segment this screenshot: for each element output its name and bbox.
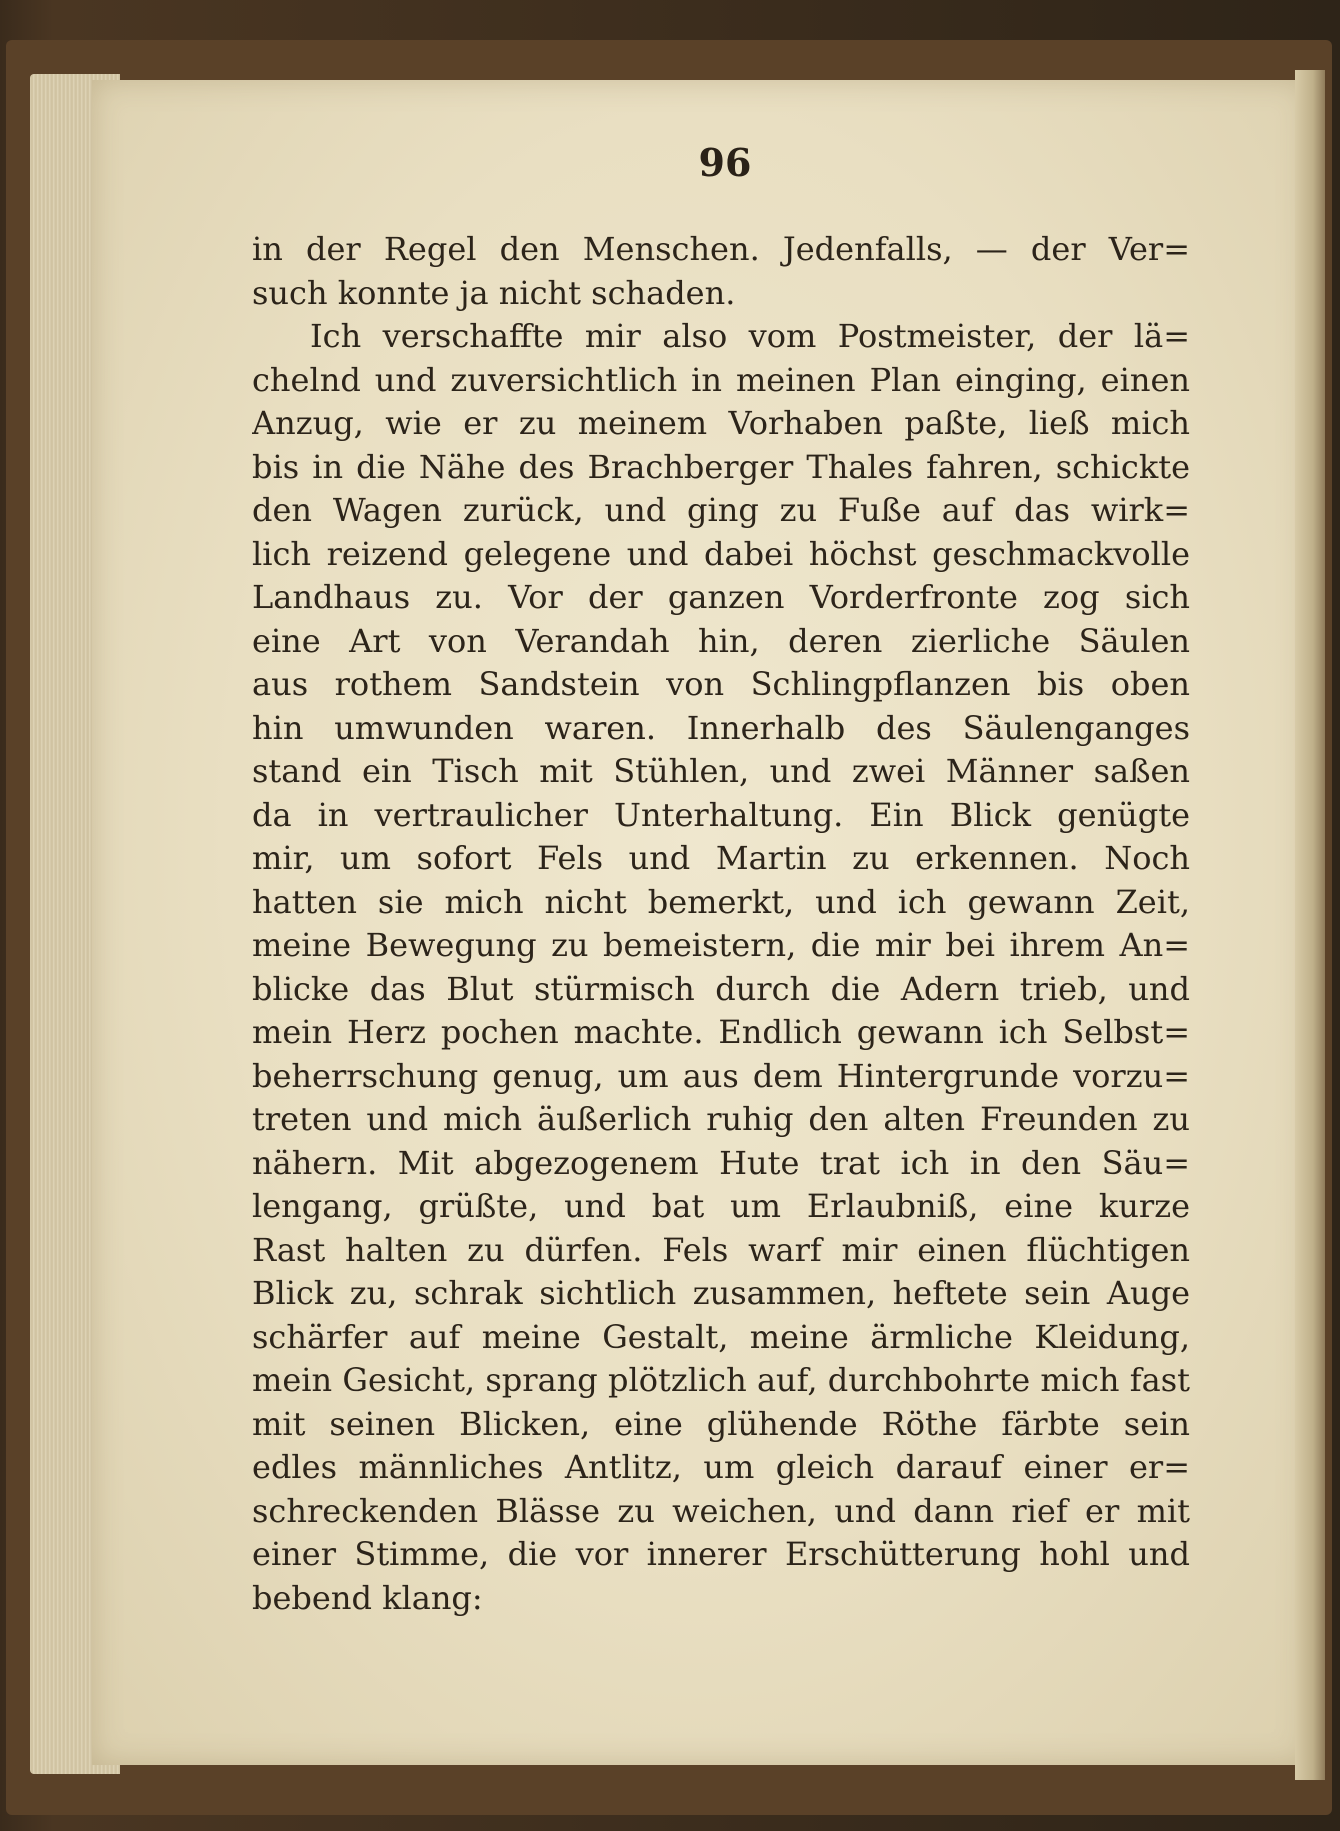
text-line: blicke das Blut stürmisch durch die Adern trieb, und [252,969,1190,1008]
text-line: da in vertraulicher Unterhaltung. Ein Blick genügte [252,795,1190,834]
text-line: mir, um sofort Fels und Martin zu erkennen. Noch [252,839,1190,877]
text-line: nähern. Mit abgezogenem Hute trat ich in den Säu= [252,1143,1190,1182]
text-line: schärfer auf meine Gestalt, meine ärmliche Kleidung, [252,1317,1190,1356]
text-line: lengang, grüßte, und bat um Erlaubniß, eine kurze [252,1187,1190,1225]
text-line: bis in die Nähe des Brachberger Thales fahren, schickte [252,447,1190,486]
body-text [252,228,1190,1620]
text-line: eine Art von Verandah hin, deren zierliche Säulen [252,621,1190,660]
text-line: bebend klang: [252,1578,483,1617]
text-line: hatten sie mich nicht bemerkt, und ich gewann Zeit, [252,882,1190,921]
text-line: schreckenden Blässe zu weichen, und dann rief er mit [252,1491,1190,1530]
text-line: chelnd und zuversichtlich in meinen Plan einging, einen [252,360,1190,399]
text-line: Ich verschaffte mir also vom Postmeister, der lä= [310,317,1190,355]
text-line: such konnte ja nicht schaden. [252,273,736,312]
text-line: mein Herz pochen machte. Endlich gewann ich Selbst= [252,1013,1190,1051]
text-line: edles männliches Antlitz, um gleich darauf einer er= [252,1448,1190,1486]
text-line: aus rothem Sandstein von Schlingpflanzen bis oben [252,665,1190,703]
text-line: mit seinen Blicken, eine glühende Röthe färbte sein [252,1404,1190,1443]
page-number: 96 [698,140,752,185]
text-line: lich reizend gelegene und dabei höchst geschmackvolle [252,534,1190,573]
text-line: in der Regel den Menschen. Jedenfalls, — der Ver= [252,230,1190,268]
text-line: Blick zu, schrak sichtlich zusammen, heftete sein Auge [252,1274,1190,1312]
text-line: Rast halten zu dürfen. Fels warf mir einen flüchtigen [252,1230,1190,1269]
text-line: Anzug, wie er zu meinem Vorhaben paßte, ließ mich [252,404,1190,442]
text-line: meine Bewegung zu bemeistern, die mir bei ihrem An= [252,926,1190,964]
text-line: einer Stimme, die vor innerer Erschütterung hohl und [252,1535,1190,1573]
text-line: beherrschung genug, um aus dem Hintergrunde vorzu= [252,1056,1190,1095]
text-line: treten und mich äußerlich ruhig den alten Freunden zu [252,1100,1190,1138]
text-line: den Wagen zurück, und ging zu Fuße auf das wirk= [252,491,1190,529]
text-line: Landhaus zu. Vor der ganzen Vorderfronte zog sich [252,578,1190,616]
text-line: mein Gesicht, sprang plötzlich auf, durchbohrte mich fast [252,1361,1190,1399]
book-gutter [1295,70,1325,1780]
text-line: hin umwunden waren. Innerhalb des Säulenganges [252,708,1190,747]
text-line: stand ein Tisch mit Stühlen, und zwei Männer saßen [252,752,1190,790]
